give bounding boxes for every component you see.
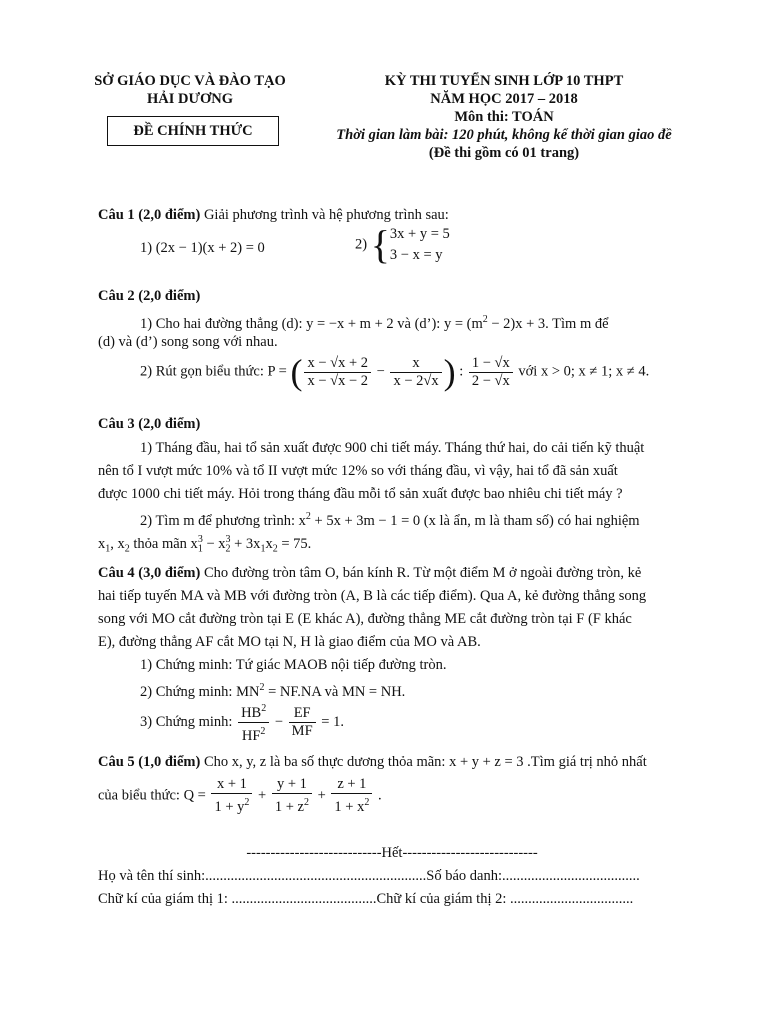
fraction: $\frac{EF}{MF}$ (289, 705, 316, 740)
department-name: SỞ GIÁO DỤC VÀ ĐÀO TẠO HẢI DƯƠNG (94, 73, 286, 107)
proctor-signature-line: Chữ kí của giám thị 1: ........................................Chữ kí của giám thị 2: .................................. (98, 891, 634, 907)
question-4-part-3: 3) Chứng minh: $\frac{HB^2}{HF^2}$ − $\frac{EF}{MF}$ = 1. (140, 700, 344, 745)
question-2-part-2: 2) Rút gọn biểu thức: P = ( $\frac{x - √x + 2}{x - √x - 2}$ − $\frac{x}{x - 2√x}$ ) : $\frac{1 - √x}{2 - √x}$ với x > 0; x ≠ 1; x ≠ 4. (140, 352, 650, 392)
question-4-prompt-cont: hai tiếp tuyến MA và MB với đường tròn (A, B là các tiếp điểm). Qua A, kẻ đường thẳng song (98, 588, 647, 604)
question-1-prompt: Câu 1 (2,0 điểm) Giải phương trình và hệ phương trình sau: (98, 207, 449, 223)
question-3-part-1-cont: được 1000 chi tiết máy. Hỏi trong tháng đầu mỗi tổ sản xuất được bao nhiêu chi tiết máy ? (98, 486, 623, 502)
fraction: $\frac{x - √x + 2}{x - √x - 2}$ (304, 355, 371, 390)
official-exam-box: ĐỀ CHÍNH THỨC (107, 116, 279, 146)
question-1-part-2: 2) { 3x + y = 5 3 − x = y (355, 222, 450, 267)
question-3-part-1: 1) Tháng đầu, hai tổ sản xuất được 900 chi tiết máy. Tháng thứ hai, do cải tiến kỹ thuật (140, 440, 645, 456)
question-5-expression: của biểu thức: Q = $\frac{x + 1}{1 + y^2}$ + $\frac{y + 1}{1 + z^2}$ + $\frac{z + 1}{1 + x^2}$ . (98, 776, 382, 815)
question-5-prompt: Câu 5 (1,0 điểm) Cho x, y, z là ba số thực dương thỏa mãn: x + y + z = 3 .Tìm giá trị nhỏ nhất (98, 754, 647, 770)
question-4-part-1: 1) Chứng minh: Tứ giác MAOB nội tiếp đường tròn. (140, 657, 447, 673)
fraction: $\frac{HB^2}{HF^2}$ (238, 700, 269, 745)
question-2-part-1: 1) Cho hai đường thẳng (d): y = −x + m + 2 và (d’): $y = (m^2 - 2)x + 3$. Tìm m để (140, 314, 609, 332)
question-2-title: Câu 2 (2,0 điểm) (98, 288, 201, 304)
question-1-part-1: 1) (2x − 1)(x + 2) = 0 (140, 240, 265, 256)
exam-header: KỲ THI TUYỂN SINH LỚP 10 THPT NĂM HỌC 2017 – 2018 Môn thi: TOÁN Thời gian làm bài: 120 phút, không kể thời gian giao đề (Đề thi gồm có 01 trang) (336, 73, 672, 161)
question-3-part-1-cont: nên tổ I vượt mức 10% và tổ II vượt mức 12% so với tháng đầu, vì vậy, hai tổ đã sản xuất (98, 463, 618, 479)
end-of-exam-line: ----------------------------Hết---------------------------- (246, 845, 538, 861)
fraction: $\frac{1 - √x}{2 - √x}$ (469, 355, 513, 390)
question-4-part-2: 2) Chứng minh: $MN^2 = NF.NA$ và MN = NH. (140, 682, 406, 700)
question-3-part-2-cont: $x_1$, $x_2$ thỏa mãn $x_1^3 - x_2^3 + 3x_1x_2 = 75$. (98, 534, 312, 555)
fraction: $\frac{z + 1}{1 + x^2}$ (331, 776, 372, 816)
fraction: $\frac{y + 1}{1 + z^2}$ (272, 776, 312, 816)
question-3-part-2: 2) Tìm m để phương trình: $x^2 + 5x + 3m - 1 = 0$ (x là ẩn, m là tham số) có hai nghiệm (140, 511, 640, 529)
candidate-info-line: Họ và tên thí sinh:.............................................................Số báo danh:...................................... (98, 868, 640, 884)
equation-system: 3x + y = 5 3 − x = y (389, 226, 450, 263)
fraction: $\frac{x + 1}{1 + y^2}$ (211, 776, 252, 816)
question-3-title: Câu 3 (2,0 điểm) (98, 416, 201, 432)
question-4-prompt-cont: song với MO cắt đường tròn tại E (E khác A), đường thẳng ME cắt đường tròn tại F (F khác (98, 611, 632, 627)
question-4-prompt-cont: E), đường thẳng AF cắt MO tại N, H là giao điểm của MO và AB. (98, 634, 481, 650)
question-4-prompt: Câu 4 (3,0 điểm) Cho đường tròn tâm O, bán kính R. Từ một điểm M ở ngoài đường tròn, kẻ (98, 565, 642, 581)
system-brace: { (370, 222, 390, 267)
question-2-part-1-cont: (d) và (d’) song song với nhau. (98, 334, 278, 350)
fraction: $\frac{x}{x - 2√x}$ (390, 355, 441, 390)
